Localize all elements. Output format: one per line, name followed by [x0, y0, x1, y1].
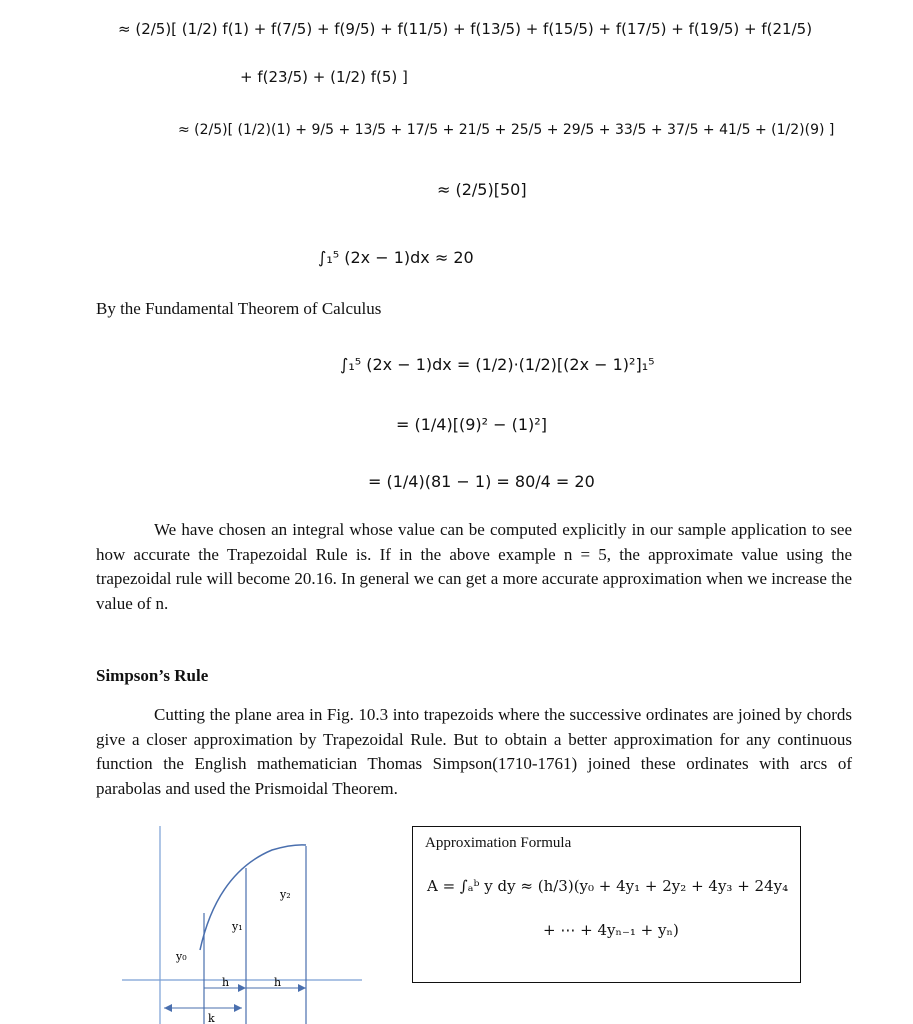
box-formula-line-1: A = ∫ₐᵇ y dy ≈ (h/3)(y₀ + 4y₁ + 2y₂ + 4y₃ + 24y₄ — [427, 877, 789, 895]
label-h1: h — [222, 976, 230, 989]
approximation-formula-box — [412, 826, 801, 983]
simpson-paragraph-text: Cutting the plane area in Fig. 10.3 into trapezoids where the successive ordinates are joined by chords give a closer approximation by Trapezoidal Rule. But to obtain a better approximation for any continuous function the English mathematician Thomas Simpson(1710-1761) joined these ordinates with arcs of parabolas and used the Prismoidal Theorem. — [96, 705, 852, 798]
sum-line-1: ≈ (2/5)[ (1/2) f(1) + f(7/5) + f(9/5) + f(11/5) + f(13/5) + f(15/5) + f(17/5) + f(19/5) + f(21/5) — [118, 20, 813, 38]
label-k: k — [208, 1012, 215, 1024]
box-formula-line-2: + ⋯ + 4yₙ₋₁ + yₙ) — [543, 921, 679, 939]
box-title: Approximation Formula — [425, 835, 572, 851]
label-h2: h — [274, 976, 282, 989]
values-line: ≈ (2/5)[ (1/2)(1) + 9/5 + 13/5 + 17/5 + 21/5 + 25/5 + 29/5 + 33/5 + 37/5 + 41/5 + (1/2)(9) ] — [178, 122, 835, 138]
simpson-paragraph — [96, 703, 852, 801]
ftc-intro: By the Fundamental Theorem of Calculus — [96, 299, 382, 318]
ftc-step-2: = (1/4)[(9)² − (1)²] — [396, 415, 547, 434]
label-y0: y₀ — [176, 950, 187, 963]
integral-result: ∫₁⁵ (2x − 1)dx ≈ 20 — [318, 248, 474, 267]
ftc-step-3: = (1/4)(81 − 1) = 80/4 = 20 — [368, 472, 595, 491]
simpson-heading: Simpson’s Rule — [96, 666, 209, 685]
simpson-figure — [122, 818, 362, 1024]
trapezoidal-paragraph — [96, 518, 852, 616]
ftc-step-1: ∫₁⁵ (2x − 1)dx = (1/2)·(1/2)[(2x − 1)²]₁⁵ — [340, 355, 655, 374]
label-y2: y₂ — [280, 888, 291, 901]
label-y1: y₁ — [232, 920, 243, 933]
bracket-line: ≈ (2/5)[50] — [437, 180, 527, 199]
trapezoidal-paragraph-text: We have chosen an integral whose value can be computed explicitly in our sample application to see how accurate the Trapezoidal Rule is. If in the above example n = 5, the approximate value using the trapezoidal rule will become 20.16. In general we can get a more accurate approximation when we increase the value of n. — [96, 520, 852, 613]
sum-line-2: + f(23/5) + (1/2) f(5) ] — [240, 68, 408, 86]
